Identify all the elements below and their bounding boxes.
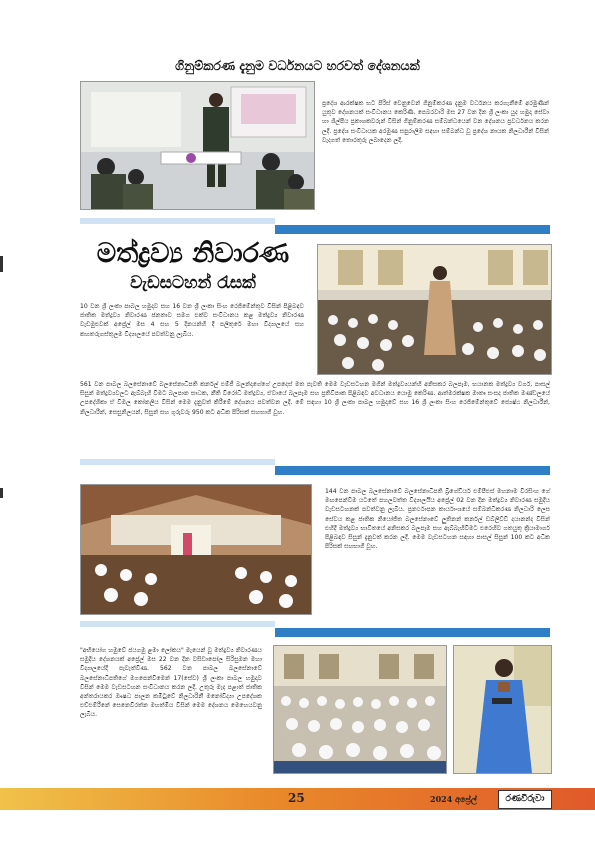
lecture-photo-illustration bbox=[81, 82, 314, 209]
divider-2-right bbox=[275, 466, 550, 475]
section2-paragraph2: 561 වන පාබල බලසේනාවේ බලසේනාධිපති කර්නල් එම්ජී බලන්දාගේගේ උපදෙස් මත පැවති මෙම වැඩසටහන මගින් මත්ද්‍රව්‍යයන්හි අනිසකර බලපෑම, භයානක මත්ද්‍රව්‍ය වර්ග, පාසල් සිසුන් මත්ද්‍රව්‍යවලට ඇබ්බැහි වීමට බලපාන සාධක, නීති විරෝධී මත්ද්‍රව්‍ය, ඒවායේ බලපෑම සහ ප්‍රතිවිපාක පිළිබඳව අවධානය යොමු කෙරිණ. ආත්මරක්ෂක මාතෘ සංසද ජාතික මණ්ඩලයේ උපදේශිකා ඒ විමල කෝනලිය විසින් මෙම දැනුවත් කිරීමේ දේශනය පවත්වන ලදී. මේ සඳහා 10 ශ්‍රී ලංකා පාබල හමුදාවේ සහ 16 ශ්‍රී ලංකා සිංහ රෙජිමේන්තුවේ ජ්‍යෙෂ්ඨ නිලධාරීන්, නිලධාරීන්, සෙසුනිලයන්, සිසුන් සහ ගුරුවරු 950 කට අධික පිරිසක් සහභාගී වූහ. bbox=[80, 381, 550, 416]
section2-paragraph1: 10 වන ශ්‍රී ලංකා පාබල හමුදාව සහ 16 වන ශ්‍රී ලංකා සිංහ රෙජිමේන්තුව විසින් පිළිබඳව ජාතික මත්ද්‍රව්‍ය නිවාරණ ජනතාව සමග එක්ව සංවිධානය කළ මත්ද්‍රව්‍ය නිවාරණ වැඩමුළුවක් අප්‍රේල් මස 4 සහ 5 දිනයන්හි දී පලිතුරේ මහා විද්‍යාලයේ සහ කහතරුගස්තුලම විද්‍යාලයේ පවත්වනු ලැබිය. bbox=[80, 303, 304, 338]
section4-paragraph: "අභියෝග හමුවේ ජයගමු ළමා ලෝකය" මැයෙන් වූ මත්ද්‍රව්‍ය නිවාරණය සමුදීය දේශනයක් අප්‍රේල් මස 22 වන දින වසිඩාපෝල සිරිසුමන මහා විද්‍යාලයේදී පැවැත්විණ. 562 වන පාබල බලසේනාවේ බලසේනාධිපතිගේ මගපෙන්වීමෙන් 17(සේව) ශ්‍රී ලංකා පාබල හමුදාව විසින් මෙම වැඩසටහන සංවිධානය කරන ලදී. උතුරු මැද පළාත් ජාතික අන්තරායකර ඖෂධ පාලන කමිටුවේ නිලධාරිනී මනෝවිද්‍යා උපදේශක එච්එම්රීනේ සෙනෙවිරත්න මහත්මිය විසින් මෙම දේශනය මෙහෙයවනු ලැබිය. bbox=[80, 647, 262, 719]
section3-paragraph: 144 වන පාබල බලසේනාවේ බලසේනාධිපති බ්‍රිගේඩියර් එම්පීඑස් මහනාම වීරසිංහ ගේ මඟපෙන්වීම යටතේ පහලවත්ත විද්‍යාලයීය අප්‍රේල් 02 වන දින මත්ද්‍රව්‍ය නිවාරණ සමුදීය වැඩසටහනක් පවත්වනු ලැබිය. ප්‍රනර්ථාපන කාර්යාංශයේ සම්බන්ධීකරණ නිලධාරි ලෙස සේවය කළ ජාතික නියෝජිත බලසේනාවේ ලුතිනන් කර්නල් ඩබ්ලිව්ඩී දයානන්ද විසින් එහිදී මත්ද්‍රව්‍ය භාවිතයේ අනිසකර බලපෑම සහ ඇබ්බැහිවීමට එරෙහිව ගතයුතු ක්‍රියාමාර්ග පිළිබඳව සිසුන් දැනුවත් කරන ලදී. මෙම වැඩසටහන සඳහා පාසල් සිසුන් 100 කට අධික පිරිසක් සහභාගී වූහ. bbox=[325, 488, 550, 551]
magazine-brand: රණවිරුවා bbox=[498, 790, 552, 809]
divider-1-right bbox=[275, 225, 550, 234]
programs-subtitle: වැඩසටහන් රැසක් bbox=[130, 273, 256, 293]
divider-3-left bbox=[80, 621, 275, 627]
school-hall-photo bbox=[80, 484, 312, 615]
divider-3-right bbox=[275, 628, 550, 637]
speaker-photo-illustration bbox=[454, 646, 551, 773]
drug-prevention-title: මත්ද්‍රව්‍ය නිවාරණ bbox=[96, 238, 290, 269]
students-audience-photo bbox=[273, 645, 447, 774]
lecture-photo bbox=[80, 81, 315, 210]
students-audience-photo-illustration bbox=[274, 646, 446, 773]
speaker-photo bbox=[453, 645, 552, 774]
divider-2-left bbox=[80, 459, 275, 465]
section1-heading: ගිනුම්කරණ දැනුම වර්ධනයට හරවත් දේශනයක් bbox=[175, 58, 420, 73]
assembly-photo-illustration bbox=[318, 245, 551, 374]
page-number: 25 bbox=[288, 791, 305, 805]
edge-mark-top bbox=[0, 256, 3, 272]
assembly-photo bbox=[317, 244, 552, 375]
section1-paragraph: ප්‍රදේශ ආරක්ෂක භට පිරිස් වෙනුවෙන් ගිනුම්කරණ දැනුම වර්ධනය කරගැනීමේ අරමුණින් යුතුව දේශනයක් සංවිධානය කෙරිණි. පෙබරවාරි මස 27 වන දින ශ්‍රී ලංකා යුද හමුදා සේවා හා ශිල්පීය ප්‍රකාශකවරුන් විසින් ගිනුම්කරණ සම්බන්ධයෙන් වන දේශනය ප්‍රවර්ධනය කරන ලදී. ප්‍රදේශ සංවිධායක අරමුණ සපුරාලීම සඳහා සම්බන්ධ වූ ප්‍රදේශ නායක නිලධාරීන් විසින් වැදගත් තොරතුරු ලබාදෙන ලදී. bbox=[322, 100, 549, 144]
school-hall-photo-illustration bbox=[81, 485, 311, 614]
edge-mark-bottom bbox=[0, 488, 3, 498]
issue-date: 2024 අප්‍රේල් bbox=[430, 794, 477, 804]
divider-1-left bbox=[80, 218, 275, 224]
